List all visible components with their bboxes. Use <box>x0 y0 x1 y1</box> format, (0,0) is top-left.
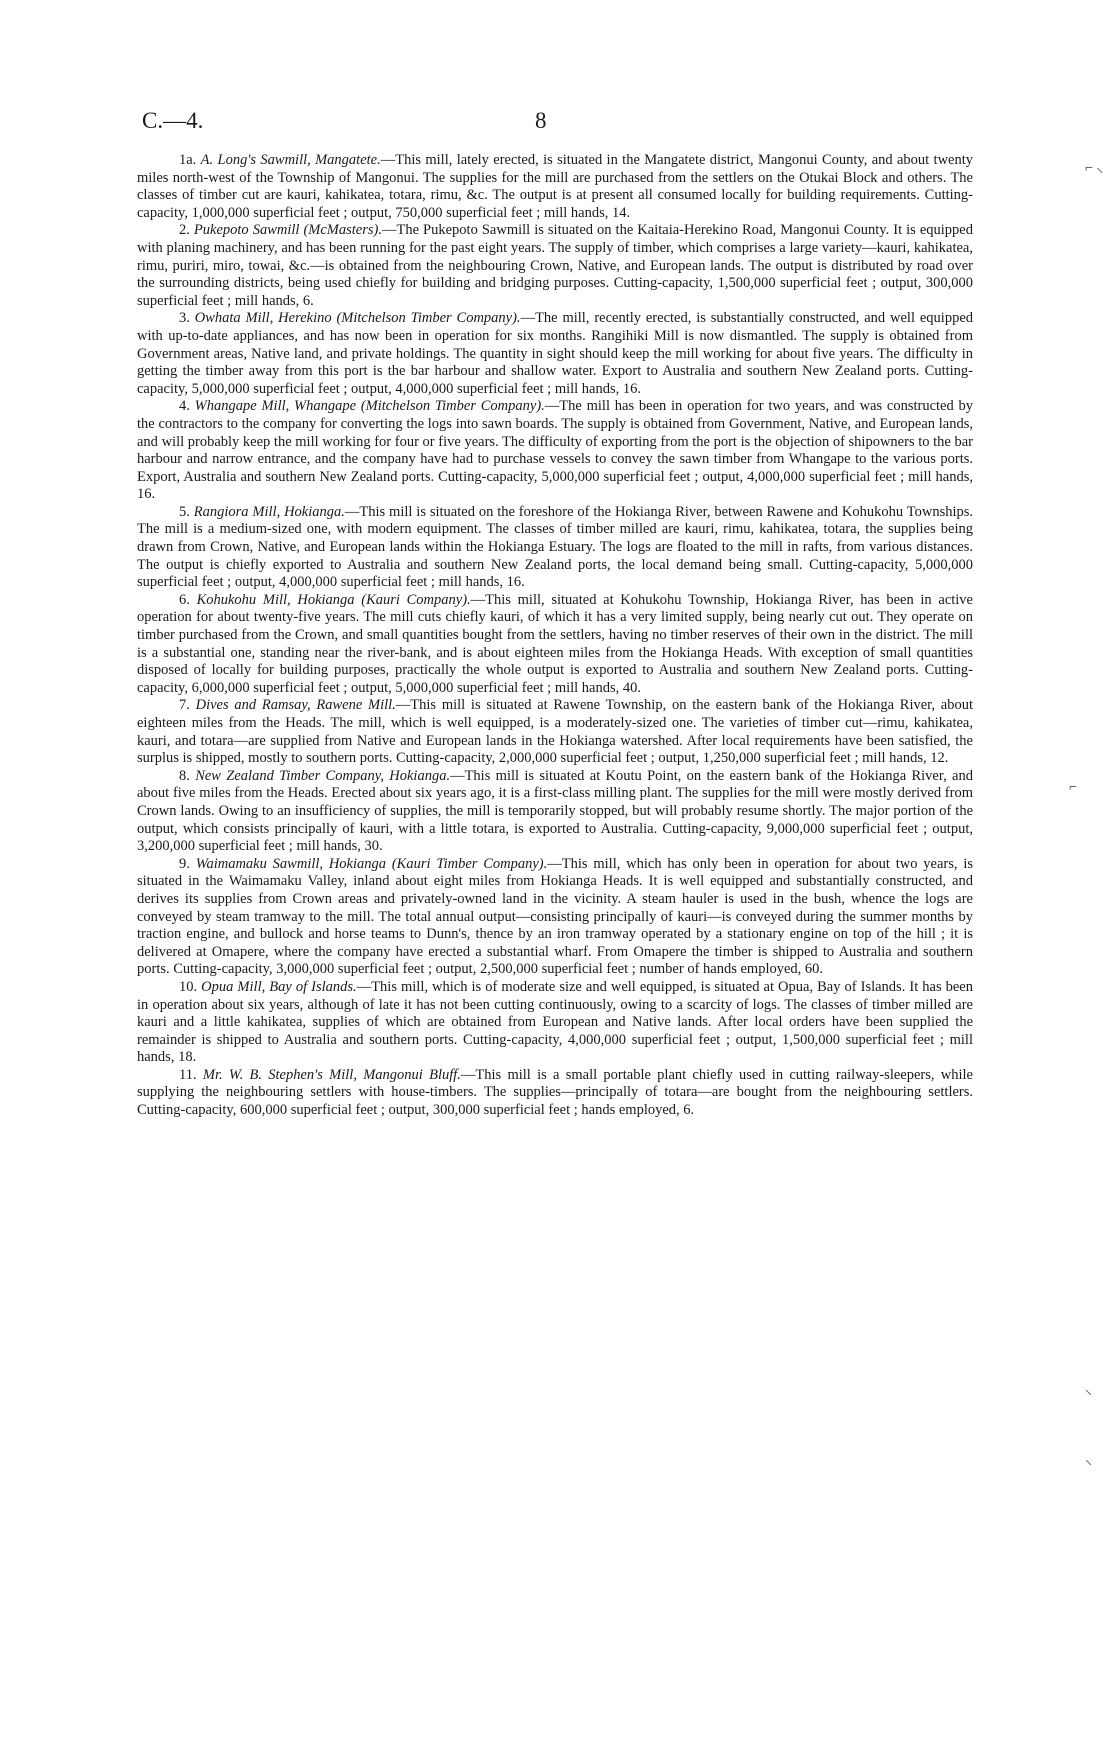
mill-title: Pukepoto Sawmill (McMasters). <box>193 222 382 239</box>
paragraph-number: 10. <box>179 978 198 995</box>
paragraph-number: 11. <box>179 1066 197 1083</box>
margin-mark: ⸜ <box>1085 1383 1092 1398</box>
paragraph-number: 5. <box>179 503 190 520</box>
paragraph-body: —This mill is situated at Rawene Township, on the eastern bank of the Hokianga River, about eighteen miles from the Heads. The mill, which is well equipped, is a moderately-sized one. The varieties of timber cut—rimu, kahikatea, kauri, and totara—are supplied from Native and European lands in the Hokianga watershed. After local requirements have been satisfied, the surplus is shipped, mostly to southern ports. Cutting-capacity, 2,000,000 superficial feet ; output, 1,250,000 superficial feet ; mill hands, 12. <box>137 697 974 767</box>
margin-mark: ⸜ <box>1085 1453 1092 1468</box>
mill-title: New Zealand Timber Company, Hokianga. <box>195 767 451 784</box>
paragraph-body: —This mill, lately erected, is situated in the Mangatete district, Mangonui County, and about twenty miles north-west of the Township of Mangonui. The supplies for the mill are purchased from the settlers on the Otukai Block and others. The classes of timber cut are kauri, kahikatea, totara, rimu, &c. The output is at present all consumed locally for building requirements. Cutting-capacity, 1,000,000 superficial feet ; output, 750,000 superficial feet ; mill hands, 14. <box>137 152 974 221</box>
paragraph-10 <box>137 979 973 1067</box>
page-header <box>142 108 972 138</box>
paragraph-8 <box>137 768 973 856</box>
paragraph-number: 8. <box>179 767 190 784</box>
page-number: 8 <box>535 108 547 133</box>
body-text <box>137 152 973 1120</box>
paragraph-number: 9. <box>179 855 190 872</box>
paragraph-2 <box>137 222 973 310</box>
mill-title: Waimamaku Sawmill, Hokianga (Kauri Timber Company). <box>195 855 548 872</box>
paragraph-body: —This mill, situated at Kohukohu Township, Hokianga River, has been in active operation for about twenty-five years. The mill cuts chiefly kauri, of which it has a very limited supply, being nearly cut out. They operate on timber purchased from the Crown, and small quantities bought from the settlers, having no timber reserves of their own in the district. The mill is a substantial one, standing near the river-bank, and is about eighteen miles from the Hokianga Heads. With exception of small quantities disposed of locally for building purposes, practically the whole output is exported to Australia and southern New Zealand ports. Cutting-capacity, 6,000,000 superficial feet ; output, 5,000,000 superficial feet ; mill hands, 40. <box>137 591 973 696</box>
paragraph-body: —This mill is situated on the foreshore of the Hokianga River, between Rawene and Kohukohu Townships. The mill is a medium-sized one, with modern equipment. The classes of timber milled are kauri, rimu, kahikatea, totara, the supplies being drawn from Crown, Native, and European lands within the Hokianga Estuary. The logs are floated to the mill in rafts, from various distances. The output is chiefly exported to Australia and southern New Zealand ports, the local demand being small. Cutting-capacity, 5,000,000 superficial feet ; output, 4,000,000 superficial feet ; mill hands, 16. <box>137 503 974 591</box>
paragraph-body: —This mill, which is of moderate size and well equipped, is situated at Opua, Bay of Islands. It has been in operation about six years, although of late it has not been cutting continuously, owing to a scarcity of logs. The classes of timber milled are kauri and a little kahikatea, supplies of which are obtained from European and Native lands. After local orders have been supplied the remainder is shipped to Australia and southern ports. Cutting-capacity, 4,000,000 superficial feet ; output, 1,500,000 superficial feet ; mill hands, 18. <box>137 978 973 1066</box>
paragraph-number: 1a. <box>179 152 197 168</box>
paragraph-number: 2. <box>179 222 190 239</box>
paragraph-number: 6. <box>179 591 190 608</box>
paragraph-number: 7. <box>179 697 190 714</box>
paragraph-number: 4. <box>179 398 190 415</box>
paragraph-number: 3. <box>179 310 190 327</box>
paragraph-body: —The Pukepoto Sawmill is situated on the Kaitaia-Herekino Road, Mangonui County. It is equipped with planing machinery, and has been running for the past eight years. The supply of timber, which comprises a large variety—kauri, kahikatea, rimu, puriri, miro, towai, &c.—is obtained from the neighbouring Crown, Native, and European lands. The output is distributed by road over the surrounding districts, being used chiefly for building and bridging purposes. Cutting-capacity, 1,500,000 superficial feet ; output, 300,000 superficial feet ; mill hands, 6. <box>137 222 973 309</box>
mill-title: Dives and Ramsay, Rawene Mill. <box>195 697 396 714</box>
paragraph-body: —The mill has been in operation for two years, and was constructed by the contractors to the company for converting the logs into sawn boards. The supply is obtained from Government, Native, and European lands, and will probably keep the mill working for four or five years. The difficulty of exporting from the port is the objection of shipowners to the bar harbour and narrow entrance, and the company have had to purchase vessels to convey the sawn timber from Whangape to the various ports. Export, Australia and southern New Zealand ports. Cutting-capacity, 5,000,000 superficial feet ; output, 4,000,000 superficial feet ; mill hands, 16. <box>137 398 974 503</box>
paragraph-body: —This mill, which has only been in operation for about two years, is situated in the Waimamaku Valley, inland about eight miles from Hokianga Heads. It is well equipped and substantially constructed, and derives its supplies from Crown areas and privately-owned land in the vicinity. A steam hauler is used in the bush, whence the logs are conveyed by steam tramway to the mill. The total annual output—consisting principally of kauri—is conveyed during the summer months by traction engine, and bullock and horse teams to Dunn's, thence by an iron tramway operated by a stationary engine on top of the hill ; it is delivered at Omapere, where the company have erected a substantial wharf. From Omapere the timber is shipped to Australia and southern ports. Cutting-capacity, 3,000,000 superficial feet ; output, 2,500,000 superficial feet ; number of hands employed, 60. <box>137 855 974 978</box>
paragraph-3 <box>137 310 973 398</box>
paragraph-9 <box>137 856 973 979</box>
paragraph-body: —The mill, recently erected, is substantially constructed, and well equipped with up-to-date appliances, and has now been in operation for six months. Rangihiki Mill is now dismantled. The supply is obtained from Government areas, Native land, and private holdings. The quantity in sight should keep the mill working for about five years. The difficulty in getting the timber away from this port is the bar harbour and shallow water. Export to Australia and southern New Zealand ports. Cutting-capacity, 5,000,000 superficial feet ; output, 4,000,000 superficial feet ; mill hands, 16. <box>137 310 973 397</box>
margin-mark: ⌐ ⸜ <box>1085 161 1104 176</box>
paragraph-4 <box>137 398 973 504</box>
paragraph-6 <box>137 592 973 698</box>
mill-title: Mr. W. B. Stephen's Mill, Mangonui Bluff. <box>202 1066 461 1083</box>
paragraph-1a <box>137 152 973 222</box>
mill-title: A. Long's Sawmill, Mangatete. <box>200 152 381 168</box>
mill-title: Kohukohu Mill, Hokianga (Kauri Company). <box>196 591 471 608</box>
paragraph-5 <box>137 504 973 592</box>
margin-mark: ⌐ <box>1069 780 1077 795</box>
page-code: C.—4. <box>142 108 204 133</box>
mill-title: Whangape Mill, Whangape (Mitchelson Timber Company). <box>194 398 545 415</box>
mill-title: Rangiora Mill, Hokianga. <box>193 503 345 520</box>
paragraph-body: —This mill is a small portable plant chiefly used in cutting railway-sleepers, while supplying the neighbouring settlers with house-timbers. The supplies—principally of totara—are bought from the neighbouring settlers. Cutting-capacity, 600,000 superficial feet ; output, 300,000 superficial feet ; hands employed, 6. <box>137 1066 973 1119</box>
paragraph-7 <box>137 697 973 767</box>
mill-title: Opua Mill, Bay of Islands. <box>201 978 357 995</box>
paragraph-body: —This mill is situated at Koutu Point, on the eastern bank of the Hokianga River, and about five miles from the Heads. Erected about six years ago, it is a first-class milling plant. The supplies for the mill were mostly derived from Crown lands. Owing to an insufficiency of supplies, the mill is temporarily stopped, but will probably resume shortly. The major portion of the output, which consists principally of kauri, with a little totara, is exported to Australia. Cutting-capacity, 9,000,000 superficial feet ; output, 3,200,000 superficial feet ; mill hands, 30. <box>137 767 973 855</box>
mill-title: Owhata Mill, Herekino (Mitchelson Timber Company). <box>194 310 521 327</box>
paragraph-11 <box>137 1067 973 1120</box>
